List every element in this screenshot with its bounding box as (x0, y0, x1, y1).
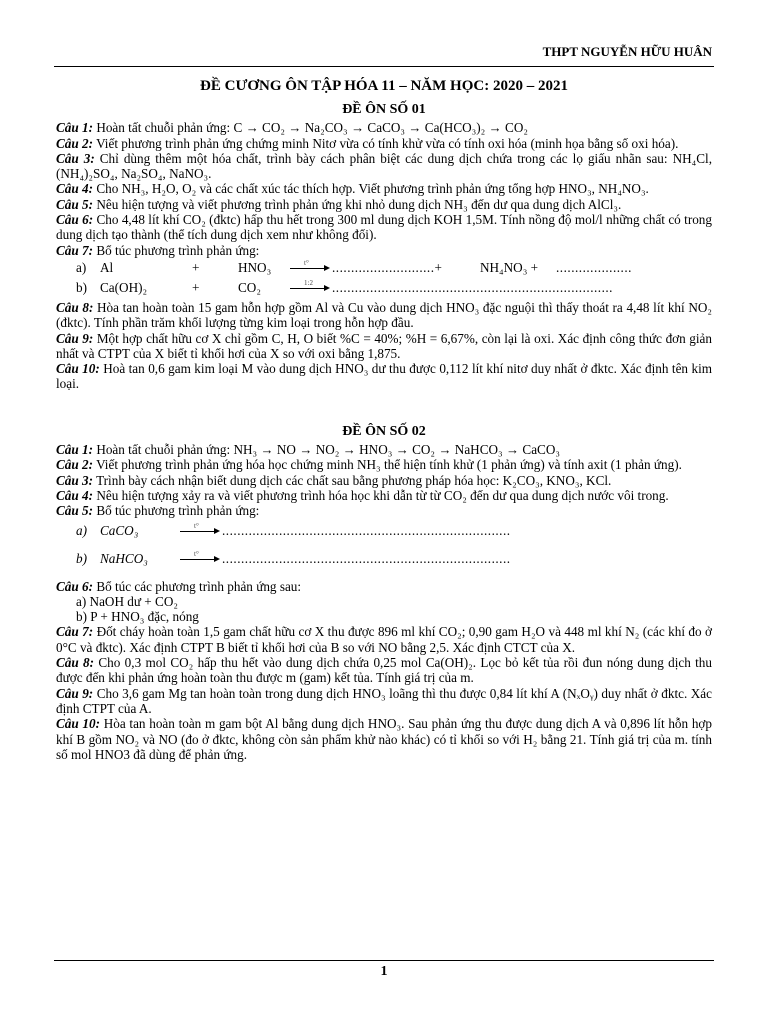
question-text: Bổ túc các phương trình phản ứng sau: (93, 578, 302, 594)
s1-question-3 (56, 151, 712, 182)
question-text: Hoà tan 0,6 gam kim loại M vào dung dịch HNO₃ dư thu được 0,112 lít khí nitơ duy nhất ở đktc. Xác định tên kim loại. (56, 361, 712, 392)
s2-question-9 (56, 686, 712, 717)
footer-divider (54, 960, 714, 961)
question-number: Câu 4: (56, 487, 94, 503)
s2-question-4 (56, 488, 712, 503)
reaction-label: b) (76, 550, 87, 566)
question-number: Câu 2: (56, 135, 94, 151)
reaction-arrow-icon (180, 549, 220, 563)
school-name: THPT NGUYỄN HỮU HUÂN (542, 44, 712, 59)
reaction-label: b) (76, 279, 87, 295)
reaction-condition: t° (194, 521, 199, 530)
question-number: Câu 7: (56, 624, 94, 640)
s1-question-6 (56, 212, 712, 243)
s1-question-9 (56, 331, 712, 362)
question-number: Câu 1: (56, 120, 94, 136)
s2-reaction-b (76, 551, 712, 577)
s2-question-6 (56, 579, 712, 594)
reaction-condition: t° (194, 549, 199, 558)
header-divider (54, 66, 714, 67)
question-number: Câu 9: (56, 330, 94, 346)
s1-question-4 (56, 181, 712, 196)
s1-question-7 (56, 243, 712, 258)
reaction-label: a) (76, 522, 87, 538)
question-number: Câu 3: (56, 472, 94, 488)
product: NH₄NO₃ + (480, 259, 539, 275)
s1-question-5 (56, 197, 712, 212)
s2-question-8 (56, 655, 712, 686)
question-number: Câu 9: (56, 685, 94, 701)
section-gap (56, 392, 712, 422)
question-number: Câu 2: (56, 457, 94, 473)
reactant: Ca(OH)₂ (100, 279, 148, 295)
s1-reaction-b (76, 280, 712, 298)
s2-question-10 (56, 716, 712, 762)
question-number: Câu 7: (56, 242, 94, 258)
document-title: ĐỀ CƯƠNG ÔN TẬP HÓA 11 – NĂM HỌC: 2020 – 2021 (200, 78, 568, 94)
section-2-title: ĐỀ ÔN SỐ 02 (342, 423, 426, 439)
question-number: Câu 10: (56, 716, 101, 732)
question-number: Câu 4: (56, 181, 94, 197)
s1-reaction-a (76, 260, 712, 278)
question-number: Câu 1: (56, 442, 94, 458)
reactant: CO₂ (238, 279, 261, 295)
list-item: b) P + HNO₃ đặc, nóng (76, 609, 199, 625)
reaction-condition: 1:2 (304, 278, 313, 287)
s2-question-7 (56, 624, 712, 655)
s1-question-8 (56, 300, 712, 331)
reactant: CaCO₃ (100, 522, 139, 538)
question-text: Bổ túc phương trình phản ứng: (93, 242, 260, 258)
question-number: Câu 5: (56, 196, 94, 212)
s1-question-10 (56, 361, 712, 392)
reactant: HNO₃ (238, 259, 272, 275)
question-text: Hoàn tất chuỗi phản ứng: C → CO₂ → Na₂CO₃ → CaCO₃ → Ca(HCO₃)₂ → CO₂ (93, 120, 528, 136)
s2-question-3 (56, 473, 712, 488)
s2-question-1 (56, 442, 712, 457)
question-text: Nêu hiện tượng và viết phương trình phản ứng khi nhỏ dung dịch NH₃ đến dư qua dung dịch AlCl₃. (93, 196, 622, 212)
question-number: Câu 6: (56, 212, 94, 228)
reaction-arrow-icon (290, 278, 330, 292)
question-text: Cho NH₃, H₂O, O₂ và các chất xúc tác thích hợp. Viết phương trình phản ứng tổng hợp HNO₃, NH₄NO₃. (93, 181, 649, 197)
s1-question-1 (56, 120, 712, 135)
question-text: Viết phương trình phản ứng chứng minh Nitơ vừa có tính khử vừa có tính oxi hóa (minh họa bằng số oxi hóa). (93, 135, 679, 151)
question-text: Cho 4,48 lít khí CO₂ (đktc) hấp thu hết trong 300 ml dung dịch KOH 1,5M. Tính nồng độ mol/l những chất có trong dung dịch tạo thành (thể tích dung dịch xem như không đổi). (56, 212, 712, 243)
list-item: a) NaOH dư + CO₂ (76, 593, 178, 609)
reaction-arrow-icon (180, 521, 220, 535)
reaction-label: a) (76, 259, 87, 275)
blank-dots: .......................................................................... (332, 279, 613, 295)
document-content (56, 100, 712, 762)
blank-dots: ............................................................................ (222, 522, 511, 538)
section-1-title: ĐỀ ÔN SỐ 01 (342, 102, 426, 117)
s2-question-6-items (76, 594, 712, 625)
question-text: Đốt cháy hoàn toàn 1,5 gam chất hữu cơ X thu được 896 ml khí CO₂; 0,90 gam H₂O và 448 ml khí N₂ (các khí đo ở 0°C và đktc). Xác định CTPT B biết tỉ khối hơi của B so với NO bằng 2,5. Xác định CTCT của X. (56, 624, 712, 655)
question-number: Câu 8: (56, 655, 95, 671)
s2-reaction-a (76, 523, 712, 549)
question-text: Bổ túc phương trình phản ứng: (93, 503, 260, 519)
question-text: Hoàn tất chuỗi phản ứng: NH₃ → NO → NO₂ → HNO₃ → CO₂ → NaHCO₃ → CaCO₃ (93, 442, 560, 458)
question-text: Hòa tan hoàn toàn 15 gam hỗn hợp gồm Al và Cu vào dung dịch HNO₃ đặc nguội thì thấy thoát ra 4,48 lít khí NO₂ (đktc). Tính phần trăm khối lượng từng kim loại trong hỗn hợp đầu. (56, 299, 712, 331)
reactant: Al (100, 259, 114, 275)
question-text: Chỉ dùng thêm một hóa chất, trình bày cách phân biệt các dung dịch chứa trong các lọ giấu nhãn sau: NH₄Cl, (NH₄)₂SO₄, Na₂SO₄, NaNO₃. (56, 150, 712, 182)
question-text: Cho 0,3 mol CO₂ hấp thu hết vào dung dịch chứa 0,25 mol Ca(OH)₂. Lọc bỏ kết tủa rồi đun nóng dung dịch thu được đến khi phản ứng hoàn toàn thu được m (gam) kết tủa. Tính giá trị của m. (56, 655, 712, 686)
question-text: Trình bày cách nhận biết dung dịch các chất sau bằng phương pháp hóa học: K₂CO₃, KNO₃, KCl. (93, 472, 612, 488)
blank-dots: ...........................+ (332, 259, 443, 275)
blank-dots: .................... (556, 259, 632, 275)
s2-question-5 (56, 503, 712, 518)
s2-question-2 (56, 457, 712, 472)
reaction-condition: t° (304, 258, 309, 267)
question-text: Một hợp chất hữu cơ X chỉ gồm C, H, O biết %C = 40%; %H = 6,67%, còn lại là oxi. Xác định công thức đơn giản nhất và CTPT của X biết tỉ khối hơi của X so với oxi bằng 1,875. (56, 330, 712, 361)
question-number: Câu 6: (56, 578, 94, 594)
question-number: Câu 10: (56, 361, 100, 377)
reactant: NaHCO₃ (100, 550, 148, 566)
reaction-arrow-icon (290, 258, 330, 272)
question-text: Hòa tan hoàn toàn m gam bột Al bằng dung dịch HNO₃. Sau phản ứng thu được dung dịch A và 0,896 lít hỗn hợp khí B gồm NO₂ và NO (đo ở đktc, không còn sản phẩm khử nào khác) có tỉ khối so với H₂ bằng 21. Tính giá trị của m. tính số mol HNO3 đã dùng để phản ứng. (56, 716, 712, 762)
plus-sign: + (192, 259, 200, 275)
question-text: Viết phương trình phản ứng hóa học chứng minh NH₃ thể hiện tính khử (1 phản ứng) và tính axit (1 phản ứng). (93, 457, 682, 473)
question-number: Câu 5: (56, 503, 94, 519)
s1-question-2 (56, 136, 712, 151)
question-number: Câu 8: (56, 299, 94, 315)
question-text: Nêu hiện tượng xảy ra và viết phương trình hóa học khi dẫn từ từ CO₂ đến dư qua dung dịch nước vôi trong. (93, 487, 669, 503)
question-text: Cho 3,6 gam Mg tan hoàn toàn trong dung dịch HNO₃ loãng thì thu được 0,84 lít khí A (NₓOᵧ) duy nhất ở đktc. Xác định CTPT của A. (56, 685, 712, 716)
blank-dots: ............................................................................ (222, 550, 511, 566)
page-number: 1 (380, 964, 388, 979)
plus-sign: + (192, 279, 200, 295)
question-number: Câu 3: (56, 150, 95, 166)
